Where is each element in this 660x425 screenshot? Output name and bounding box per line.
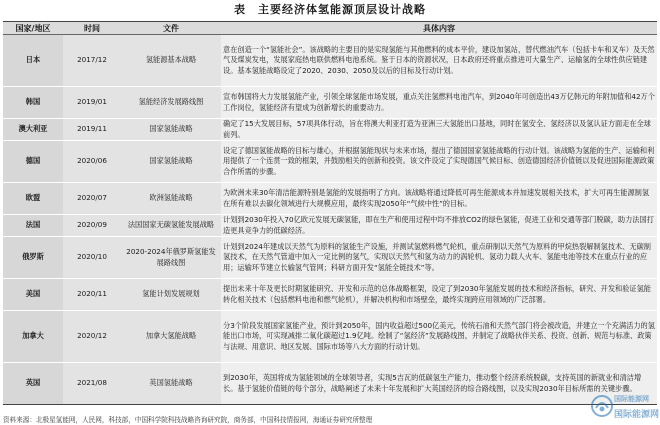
country-cell: 加拿大 xyxy=(3,311,63,363)
table-row xyxy=(3,183,657,215)
content-cell: 计划到2024年建成以天然气为原料的氢能生产设施，并测试氢燃料燃气轮机，重点研制以天然气为原料的甲烷热裂解制氢技术、无碳制氢技术，在天然气管道中加入一定比例的氢气，实现以天然气和氢为动力的涡轮机、氢动力载人火车、氢能电池等技术在重点行业的应用；运输环节建立长输氢气管网；科研方面开发“氢能全链技术”等。 xyxy=(221,237,657,279)
document-cell: 法国国家无碳氢能发展战略 xyxy=(121,215,221,237)
time-cell: 2020/09 xyxy=(63,215,121,237)
country-cell: 澳大利亚 xyxy=(3,119,63,141)
document-cell: 加拿大氢能战略 xyxy=(121,311,221,363)
watermark-logo-icon xyxy=(590,394,614,418)
country-cell: 欧盟 xyxy=(3,183,63,215)
header-country: 国家/地区 xyxy=(3,22,63,35)
country-cell: 俄罗斯 xyxy=(3,237,63,279)
table-row xyxy=(3,35,657,87)
country-cell: 法国 xyxy=(3,215,63,237)
country-cell: 日本 xyxy=(3,35,63,87)
time-cell: 2017/12 xyxy=(63,35,121,87)
country-cell: 韩国 xyxy=(3,87,63,119)
source-note: 资料来源：北极星氢能网，人民网，科技部，中国科学院科技战略咨询研究院，商务部，中国科技情报网，海通证券研究所整理 xyxy=(3,416,373,424)
header-content: 具体内容 xyxy=(221,22,657,35)
document-cell: 氢能源基本战略 xyxy=(121,35,221,87)
document-cell: 2020-2024年俄罗斯氢能发展路线图 xyxy=(121,237,221,279)
content-cell: 设定了德国氢能战略的目标与雄心，并根据氢能现状与未来市场，提出了德国国家氢能战略的行动计划。该战略为氢能的生产、运输和利用提供了一个连贯一致的框架，并鼓励相关的创新和投资。该文件设定了实现德国气候目标、创造德国经济价值链以及促进国际能源政策合作所需的步骤。 xyxy=(221,141,657,183)
table-title: 表 主要经济体氢能源顶层设计战略 xyxy=(234,3,426,16)
document-cell: 国家氢能战略 xyxy=(121,141,221,183)
table-row xyxy=(3,279,657,311)
time-cell: 2020/06 xyxy=(63,141,121,183)
document-cell: 氢能计划发展规划 xyxy=(121,279,221,311)
time-cell: 2019/01 xyxy=(63,87,121,119)
content-cell: 宣布韩国将大力发展氢能产业，引领全球氢能市场发展，重点关注氢燃料电池汽车，到2040年可创造出43万亿韩元的年附加值和42万个工作岗位，氢能经济有望成为创新增长的重要动力。 xyxy=(221,87,657,119)
time-cell: 2020/10 xyxy=(63,237,121,279)
table-row xyxy=(3,237,657,279)
time-cell: 2021/08 xyxy=(63,363,121,405)
document-cell: 英国氢能战略 xyxy=(121,363,221,405)
document-cell: 国家氢能战略 xyxy=(121,119,221,141)
content-cell: 确定了15大发展目标，57项具体行动，旨在将澳大利亚打造为亚洲三大氢能出口基地，同时在氢安全、氢经济以及氢认证方面走在全球前列。 xyxy=(221,119,657,141)
content-cell: 意在创造一个“氢能社会”。该战略的主要目的是实现氢能与其他燃料的成本平价，建设加氢站，替代燃油汽车（包括卡车和叉车）及天然气及煤炭发电，发展家庭热电联供燃料电池系统。鉴于日本的资源状况，日本政府还将重点推进可大量生产、运输氢的全球性供应链建设。基本氢能战略设定了2020、2030、2050及以后的目标及行动计划。 xyxy=(221,35,657,87)
watermark-line1: 国际能源网 xyxy=(614,395,649,403)
time-cell: 2020/07 xyxy=(63,183,121,215)
content-cell: 提出未来十年及更长时期氢能研究、开发和示范的总体战略框架，设定了到2030年氢能发展的技术和经济指标，研究、开发和验证氢能转化相关技术（包括燃料电池和燃气轮机），并解决机构和市场壁垒，最终实现跨应用领域的广泛部署。 xyxy=(221,279,657,311)
country-cell: 美国 xyxy=(3,279,63,311)
header-document: 文件 xyxy=(121,22,221,35)
time-cell: 2020/11 xyxy=(63,279,121,311)
country-cell: 德国 xyxy=(3,141,63,183)
table-row xyxy=(3,87,657,119)
table-row xyxy=(3,215,657,237)
content-cell: 到2030年，英国将成为氢能领域的全球领导者，实现5吉瓦的低碳氢生产能力，推动整个经济系统脱碳，支持英国的新就业和清洁增长。基于氢能价值链的每个部分，战略阐述了未来十年发展和扩大英国经济的综合路线图，以及实现2030年目标所需的关键步骤。 xyxy=(221,363,657,405)
watermark-line2: 国际能源网 xyxy=(614,410,660,420)
content-cell: 分3个阶段发展国家氢能产业，预计到2050年，国内收益超过500亿美元，传统石油和天然气部门将会被改造，并建立一个充满活力的氢能出口市场，可实现减排二氧化碳超过1.9亿吨。绘制了“氢经济”发展路线图，并制定了战略伙伴关系、投资、创新、规范与标准、政策与法规、用意识、地区发展、国际市场等八大方面的行动计划。 xyxy=(221,311,657,363)
content-cell: 为欧洲未来30年清洁能源特别是氢能的发展指明了方向。该战略将通过降低可再生能源成本并加速发展相关技术，扩大可再生能源制氢在所有难以去碳化领域进行大规模应用，最终实现2050年“气候中性”的目标。 xyxy=(221,183,657,215)
table-row xyxy=(3,141,657,183)
document-cell: 欧洲氢能战略 xyxy=(121,183,221,215)
table-row xyxy=(3,119,657,141)
content-cell: 计划到2030年投入70亿欧元发展无碳氢能，即在生产和使用过程中均不排放CO2的绿色氢能，促进工业和交通等部门脱碳，助力法国打造更具竞争力的低碳经济。 xyxy=(221,215,657,237)
header-row xyxy=(3,22,657,35)
strategy-table xyxy=(3,21,657,405)
table-row xyxy=(3,363,657,405)
time-cell: 2019/11 xyxy=(63,119,121,141)
document-cell: 氢能经济发展路线图 xyxy=(121,87,221,119)
table-row xyxy=(3,311,657,363)
time-cell: 2020/12 xyxy=(63,311,121,363)
header-time: 时间 xyxy=(63,22,121,35)
watermark xyxy=(590,392,660,422)
country-cell: 英国 xyxy=(3,363,63,405)
